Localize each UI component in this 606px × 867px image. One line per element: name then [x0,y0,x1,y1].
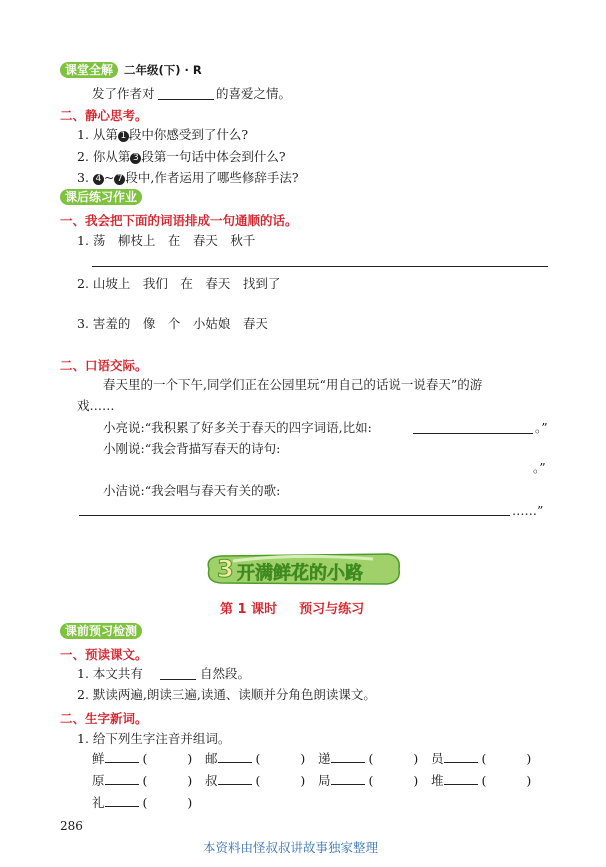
end-quote-2: 。” [533,460,546,475]
header-badge: 课堂全解 [60,62,118,78]
lesson-banner [203,551,403,587]
preview-words-title: 二、生字新词。 [60,711,148,726]
answer-line-1[interactable] [92,266,548,267]
char-item: 原 ( ) [92,773,193,788]
pinyin-blank[interactable] [444,784,478,785]
char-item: 礼 ( ) [92,795,193,810]
lesson-title: 开满鲜花的小路 [237,563,363,584]
hw-order-item-1: 1. 荡 柳枝上 在 春天 秋千 [77,233,256,248]
paragraph-count-blank[interactable] [160,679,196,680]
preview-badge: 课前预习检测 [60,623,142,639]
end-quote-1: 。” [535,420,548,435]
preview-item-1b: 自然段。 [200,666,251,681]
circled-number: 3 [130,153,141,164]
preview-read-title: 一、预读课文。 [60,647,148,662]
char-item: 邮 ( ) [205,751,306,766]
think-question-1: 1. 从第 1 段中你感受到了什么? [77,127,249,142]
lesson-number: 3 [217,555,234,583]
char-item: 鲜 ( ) [92,751,193,766]
pinyin-blank[interactable] [218,784,252,785]
page-number: 286 [60,819,83,833]
char-item: 叔 ( ) [205,773,306,788]
hw-order-title: 一、我会把下面的词语排成一句通顺的话。 [60,213,298,228]
pinyin-blank[interactable] [105,806,139,807]
char-item: 局 ( ) [318,773,419,788]
xiaoliang-line: 小亮说:“我积累了好多关于春天的四字词语,比如: [103,420,372,435]
oral-intro-b: 戏…… [77,398,115,413]
circled-number: 4 [93,174,104,185]
think-question-3: 3. 4 ~ 7 段中,作者运用了哪些修辞手法? [77,170,299,185]
pinyin-blank[interactable] [331,762,365,763]
xiaogang-line: 小刚说:“我会背描写春天的诗句: [103,441,281,456]
section-think-title: 二、静心思考。 [60,108,148,123]
end-quote-3: ……” [512,503,544,518]
top-blank[interactable] [158,99,214,100]
preview-item-2: 2. 默读两遍,朗读三遍,读通、读顺并分角色朗读课文。 [77,687,376,702]
circled-number: 1 [118,131,129,142]
footer-credit: 本资料由怪叔叔讲故事独家整理 [203,840,379,855]
pinyin-blank[interactable] [444,762,478,763]
preview-item-1a: 1. 本文共有 [77,666,143,681]
xiaojie-line: 小洁说:“我会唱与春天有关的歌: [103,483,281,498]
hw-oral-title: 二、口语交际。 [60,358,148,373]
char-item: 员 ( ) [431,751,532,766]
char-item: 堆 ( ) [431,773,532,788]
pinyin-blank[interactable] [105,762,139,763]
pinyin-blank[interactable] [331,784,365,785]
hw-order-item-2: 2. 山坡上 我们 在 春天 找到了 [77,276,281,291]
words-intro: 1. 给下列生字注音并组词。 [77,731,231,746]
pinyin-blank[interactable] [218,762,252,763]
think-question-2: 2. 你从第 3 段第一句话中体会到什么? [77,149,286,164]
pinyin-blank[interactable] [105,784,139,785]
hw-order-item-3: 3. 害羞的 像 个 小姑娘 春天 [77,316,268,331]
answer-blank-xiaoliang[interactable] [413,433,533,434]
grade-label: 二年级(下) · R [124,63,202,77]
circled-number: 7 [114,174,125,185]
oral-intro-a: 春天里的一个下午,同学们正在公园里玩“用自己的话说一说春天”的游 [103,377,483,392]
answer-line-xiaojie[interactable] [79,515,510,516]
top-text-b: 的喜爱之情。 [216,86,292,101]
char-item: 递 ( ) [318,751,419,766]
period-heading: 第 1 课时 预习与练习 [220,602,365,617]
top-text-a: 发了作者对 [92,86,155,101]
homework-badge: 课后练习作业 [60,189,142,205]
